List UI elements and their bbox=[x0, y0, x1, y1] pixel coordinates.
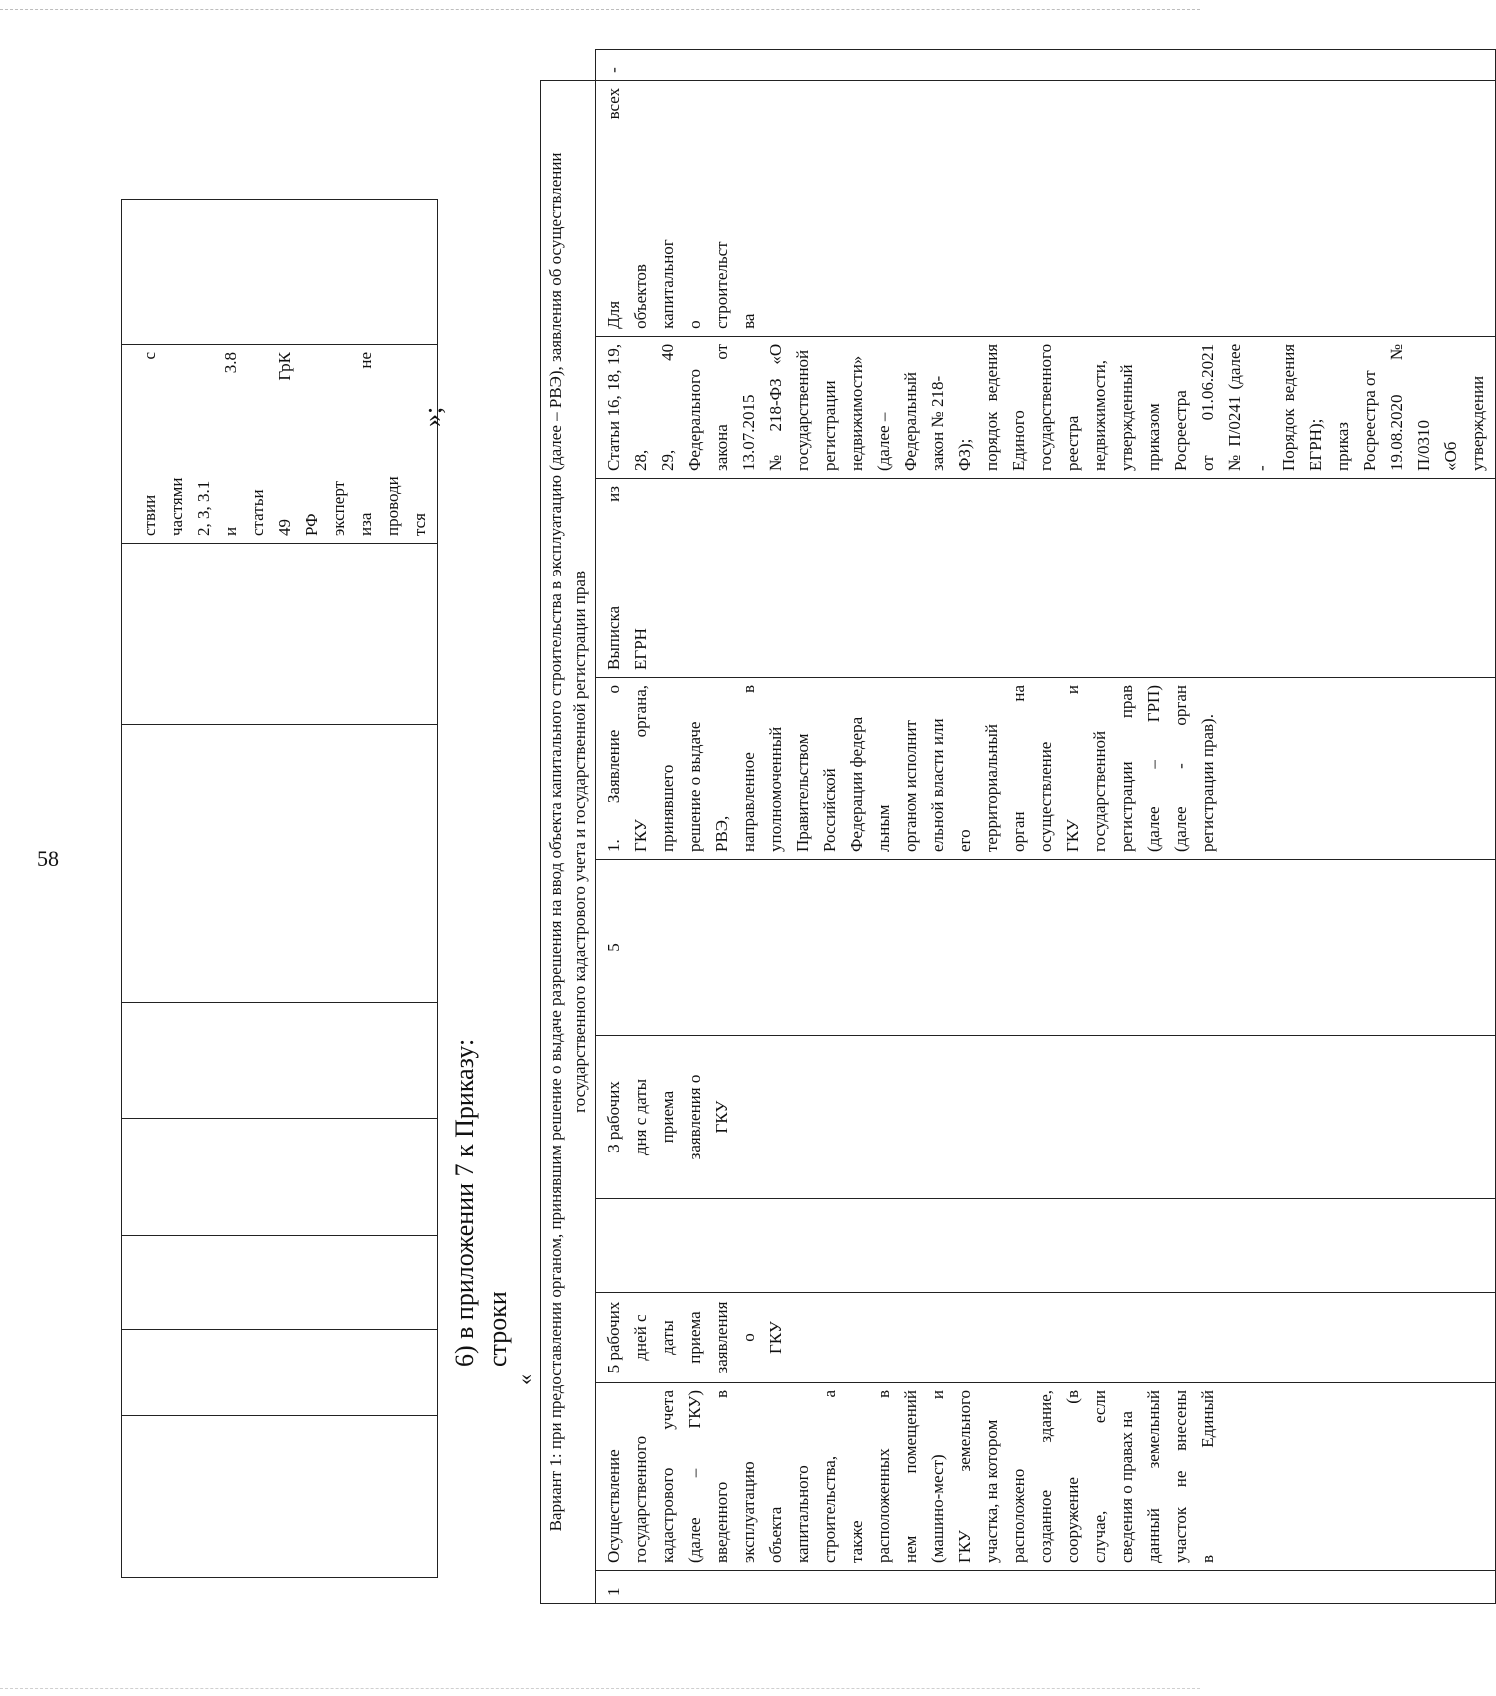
table-cell bbox=[122, 1330, 438, 1416]
amendment-heading: 6) в приложении 7 к Приказу: bbox=[450, 1038, 479, 1367]
text-line: в Единый bbox=[1198, 1390, 1217, 1563]
text-line: его bbox=[955, 829, 974, 852]
text-line: государственного bbox=[631, 1435, 650, 1563]
text-line: 49 ГрК bbox=[275, 352, 294, 536]
result-cell bbox=[596, 479, 1496, 678]
table-cell bbox=[122, 725, 438, 1003]
text-line: введенного в bbox=[712, 1390, 731, 1563]
text-line: ГКУ земельного bbox=[955, 1390, 974, 1563]
table-cell bbox=[122, 1416, 438, 1578]
text-line: ва bbox=[739, 313, 758, 329]
row-number bbox=[596, 1571, 1496, 1604]
text-line: сведения о правах на bbox=[1117, 1411, 1136, 1563]
text-line: иза не bbox=[356, 352, 375, 536]
service-name-cell bbox=[596, 1383, 1496, 1571]
page-number: 58 bbox=[37, 846, 59, 871]
applicability-cell bbox=[596, 80, 1496, 336]
text-line: государственного bbox=[1036, 343, 1055, 471]
text-line: Федерации федера bbox=[847, 716, 866, 852]
table-cell bbox=[122, 1119, 438, 1236]
text-line: проводи bbox=[383, 476, 402, 536]
variant-header bbox=[541, 80, 596, 1603]
text-line: ГКУ органа, bbox=[631, 685, 650, 852]
closing-quote: »; bbox=[418, 406, 447, 427]
text-line: органом исполнит bbox=[901, 720, 920, 852]
text-line: «Об утверждении bbox=[1441, 375, 1487, 471]
text-line: и 3.8 bbox=[221, 352, 240, 536]
text-line: данный земельный bbox=[1144, 1390, 1163, 1563]
text-line: регистрации bbox=[820, 380, 839, 471]
text-line: принявшего bbox=[658, 764, 677, 852]
row-number-text: 1 bbox=[604, 1587, 623, 1596]
text-line: порядок ведения bbox=[982, 343, 1001, 471]
text-line: Статьи 16, 18, 19, 28, bbox=[604, 343, 650, 471]
text-line: от 01.06.2021 bbox=[1198, 343, 1217, 471]
table-cell bbox=[122, 1236, 438, 1330]
text-line: осуществление bbox=[1036, 741, 1055, 852]
table-cell bbox=[122, 1003, 438, 1119]
text-line: закон № 218-ФЗ); bbox=[928, 375, 974, 471]
text-line: капитального bbox=[793, 1465, 812, 1563]
text-line: случае, если bbox=[1090, 1390, 1109, 1563]
text-line: нем помещений bbox=[901, 1390, 920, 1563]
text-line: также bbox=[847, 1520, 866, 1563]
legal-basis-cell bbox=[596, 336, 1496, 478]
text-line: № 218-ФЗ «О bbox=[766, 343, 785, 471]
text-line: приказ Росреестра от bbox=[1333, 370, 1379, 471]
text-line: объекта bbox=[766, 1506, 785, 1563]
text-line: строительст bbox=[712, 241, 731, 329]
text-line: о bbox=[685, 320, 704, 329]
table-cell bbox=[122, 544, 438, 725]
text-line: № П/0241 (далее - bbox=[1225, 343, 1271, 471]
text-line: регистрации прав). bbox=[1198, 714, 1217, 852]
text-line: государственной bbox=[793, 349, 812, 471]
notes-cell bbox=[596, 50, 1496, 81]
text-line: расположенных в bbox=[874, 1390, 893, 1563]
service-table bbox=[540, 49, 1496, 1604]
text-line: 19.08.2020 № П/0310 bbox=[1387, 343, 1433, 471]
text-line: недвижимости» bbox=[847, 355, 866, 471]
text-line: Выписка из bbox=[604, 486, 623, 670]
text-line: Правительством bbox=[793, 733, 812, 852]
text-line: регистрации прав bbox=[1117, 685, 1136, 852]
text-line: дня с даты bbox=[631, 1078, 650, 1156]
text-line: объектов bbox=[631, 264, 650, 329]
request-term-cell bbox=[596, 1036, 1496, 1199]
text-line: РФ bbox=[302, 513, 321, 536]
step-number-cell bbox=[596, 860, 1496, 1036]
text-line: недвижимости, bbox=[1090, 359, 1109, 471]
total-term-cell bbox=[596, 1293, 1496, 1383]
text-line: статьи bbox=[248, 489, 267, 536]
text-line: расположено bbox=[1009, 1468, 1028, 1563]
amendment-subheading: строки bbox=[483, 1291, 512, 1367]
document-cell bbox=[596, 678, 1496, 860]
text-line: приема bbox=[658, 1090, 677, 1144]
text-line: (далее - орган bbox=[1171, 685, 1190, 852]
text-line: направленное в bbox=[739, 685, 758, 852]
text-line: созданное здание, bbox=[1036, 1390, 1055, 1563]
text-line: решение о выдаче bbox=[685, 721, 704, 852]
text-line: эксперт bbox=[329, 480, 348, 536]
opening-quote: « bbox=[512, 1374, 537, 1385]
text-line: капитальног bbox=[658, 239, 677, 329]
text-line: реестра bbox=[1063, 415, 1082, 471]
text-line: льным bbox=[874, 804, 893, 852]
text-line: ГКУ bbox=[712, 1100, 731, 1134]
text-line: Порядок ведения bbox=[1279, 343, 1298, 471]
text-line: сооружение (в bbox=[1063, 1390, 1082, 1563]
text-line: кадастрового учета bbox=[658, 1390, 677, 1563]
text-line: ЕГРН); bbox=[1306, 418, 1325, 471]
text-line: уполномоченный bbox=[766, 726, 785, 852]
text-line: участка, на котором bbox=[982, 1419, 1001, 1563]
text-line: Осуществление bbox=[604, 1449, 623, 1563]
text-line: утвержденный bbox=[1117, 364, 1136, 471]
text-line: 5 рабочих bbox=[604, 1301, 623, 1374]
text-line: ельной власти или bbox=[928, 718, 947, 852]
text-line: Единого bbox=[1009, 410, 1028, 471]
text-line: ствии с bbox=[140, 352, 159, 536]
variant-title: Вариант 1: при предоставлении органом, принявшим решение о выдаче разрешения на ввод объекта капитального строительства в эксплуатацию (далее – РВЭ), заявления об осуществлении государственного кадастрового учета и государственной регистрации прав bbox=[546, 152, 589, 1532]
text-line: 3 рабочих bbox=[604, 1081, 623, 1153]
text-line: дней с даты bbox=[631, 1314, 677, 1361]
text-line: (далее – Федеральный bbox=[874, 372, 920, 471]
text-line: приказом Росреестра bbox=[1144, 390, 1190, 471]
text-line: ГКУ и bbox=[1063, 685, 1082, 852]
empty-cell bbox=[596, 1199, 1496, 1293]
text-line: эксплуатацию bbox=[739, 1461, 758, 1563]
step-number-text: 5 bbox=[604, 943, 623, 952]
text-line: приема bbox=[685, 1311, 704, 1364]
dash-text: - bbox=[604, 67, 623, 73]
text-line: территориальный bbox=[982, 724, 1001, 852]
text-line: РВЭ, bbox=[712, 815, 731, 852]
text-line: (машино-мест) и bbox=[928, 1390, 947, 1563]
text-line: строительства, а bbox=[820, 1390, 839, 1563]
expertise-note-cell bbox=[122, 345, 438, 544]
text-line: тся bbox=[410, 512, 429, 536]
text-line: ГКУ bbox=[766, 1321, 785, 1354]
text-line: государственной bbox=[1090, 730, 1109, 852]
text-line: заявления о bbox=[685, 1074, 704, 1160]
text-line: закона от 13.07.2015 bbox=[712, 343, 758, 471]
text-line: участок не внесены bbox=[1171, 1390, 1190, 1563]
text-line: орган на bbox=[1009, 685, 1028, 852]
table-cell bbox=[122, 200, 438, 345]
text-line: 1. Заявление о bbox=[604, 685, 623, 852]
text-line: Для всех bbox=[604, 87, 623, 329]
continuation-table bbox=[121, 199, 438, 1578]
text-line: Российской bbox=[820, 768, 839, 852]
text-line: (далее – ГКУ) bbox=[685, 1390, 704, 1563]
text-line: (далее – ГРП) bbox=[1144, 685, 1163, 852]
text-line: заявления о bbox=[712, 1301, 758, 1374]
text-line: частями bbox=[167, 477, 186, 536]
text-line: ЕГРН bbox=[631, 628, 650, 670]
text-line: 2, 3, 3.1 bbox=[194, 480, 213, 536]
text-line: 29, 40 Федерального bbox=[658, 343, 704, 471]
